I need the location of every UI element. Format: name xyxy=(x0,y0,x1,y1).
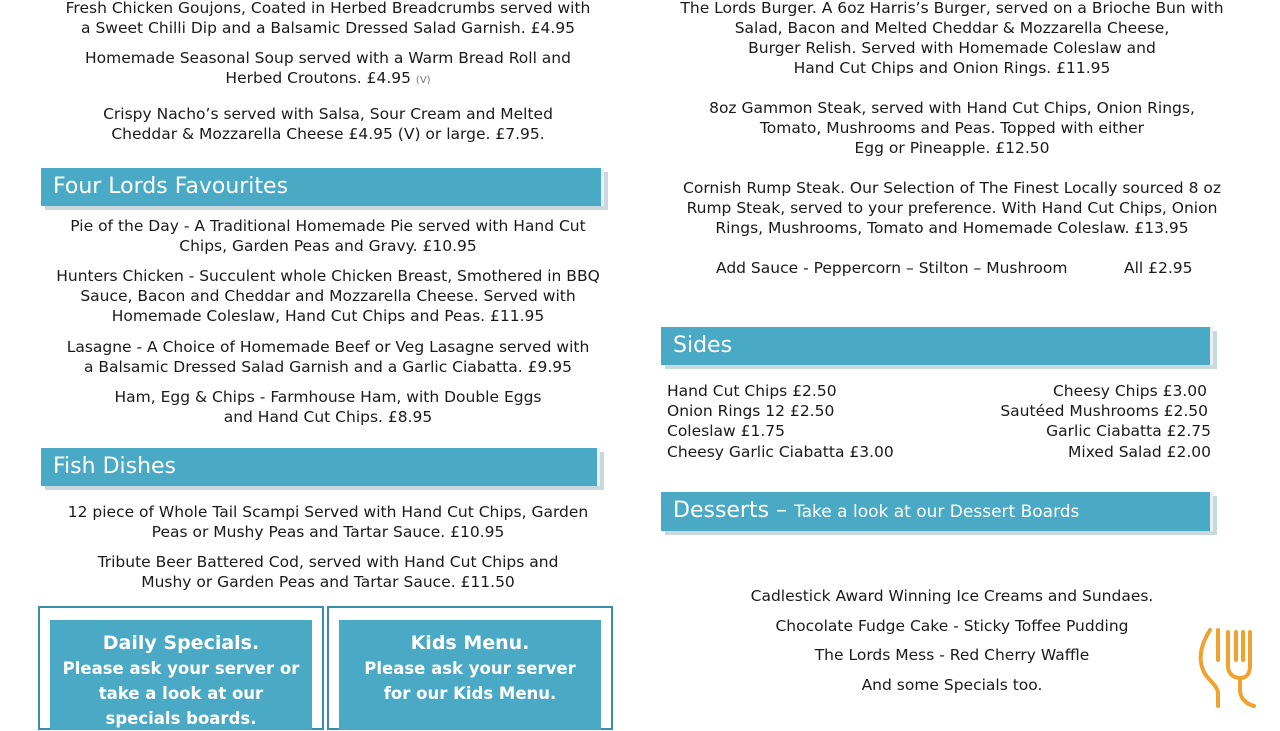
menu-item-line: Hunters Chicken - Succulent whole Chicken Breast, Smothered in BBQ xyxy=(56,267,600,285)
box-line: specials boards. xyxy=(105,709,257,728)
side-item: Cheesy Garlic Ciabatta £3.00 xyxy=(667,443,894,461)
menu-item-line: Fresh Chicken Goujons, Coated in Herbed Breadcrumbs served with xyxy=(65,0,591,17)
menu-item-line: Tomato, Mushrooms and Peas. Topped with either xyxy=(759,119,1145,137)
side-item: Onion Rings 12 £2.50 xyxy=(667,402,835,420)
section-title: Fish Dishes xyxy=(53,454,177,479)
side-item: Cheesy Chips £3.00 xyxy=(1052,382,1207,400)
menu-item-line: Egg or Pineapple. £12.50 xyxy=(854,139,1050,157)
section-banner-desserts xyxy=(661,492,1213,531)
box-line: for our Kids Menu. xyxy=(383,684,557,703)
sauce-price: All £2.95 xyxy=(1124,259,1193,277)
menu-item-line: Homemade Seasonal Soup served with a Warm Bread Roll and xyxy=(85,49,571,67)
kids-menu-panel xyxy=(339,620,601,730)
menu-item-line: 8oz Gammon Steak, served with Hand Cut Chips, Onion Rings, xyxy=(709,99,1195,117)
menu-item-crispy-nachos xyxy=(50,104,606,144)
menu-item-line: Hand Cut Chips and Onion Rings. £11.95 xyxy=(793,59,1111,77)
menu-item-scampi xyxy=(50,502,606,542)
menu-item-line: Cheddar & Mozzarella Cheese £4.95 (V) or large. £7.95. xyxy=(111,125,545,143)
menu-item-line: a Balsamic Dressed Salad Garnish and a Garlic Ciabatta. £9.95 xyxy=(83,358,573,376)
side-item: Coleslaw £1.75 xyxy=(667,422,786,440)
menu-item-line: Homemade Coleslaw, Hand Cut Chips and Peas. £11.95 xyxy=(111,307,545,325)
box-line: take a look at our xyxy=(98,684,264,703)
side-item: Hand Cut Chips £2.50 xyxy=(667,382,837,400)
section-banner-favourites xyxy=(41,168,604,206)
dessert-line: Cadlestick Award Winning Ice Creams and Sundaes. xyxy=(750,587,1154,605)
section-title: Sides xyxy=(673,333,733,358)
menu-item-hunters-chicken xyxy=(40,266,616,326)
menu-item-rump-steak xyxy=(650,178,1254,238)
section-banner-sides xyxy=(661,327,1213,365)
menu-item-pie-of-the-day xyxy=(50,216,606,256)
section-title: Four Lords Favourites xyxy=(53,174,289,199)
menu-item-line: 12 piece of Whole Tail Scampi Served with Hand Cut Chips, Garden xyxy=(67,503,589,521)
sides-row xyxy=(667,442,1211,462)
menu-item-line: Burger Relish. Served with Homemade Coleslaw and xyxy=(748,39,1156,57)
side-item: Sautéed Mushrooms £2.50 xyxy=(1000,402,1208,420)
dessert-line: The Lords Mess - Red Cherry Waffle xyxy=(814,646,1090,664)
sides-row xyxy=(667,401,1211,421)
menu-item-seasonal-soup xyxy=(50,48,606,91)
side-item: Garlic Ciabatta £2.75 xyxy=(1046,422,1211,440)
menu-item-line: Rump Steak, served to your preference. With Hand Cut Chips, Onion xyxy=(686,199,1218,217)
box-line: Please ask your server or xyxy=(62,659,300,678)
menu-item-line: Lasagne - A Choice of Homemade Beef or Veg Lasagne served with xyxy=(66,338,590,356)
menu-item-line: Crispy Nacho’s served with Salsa, Sour Cream and Melted xyxy=(103,105,553,123)
vegetarian-tag: (V) xyxy=(415,75,431,86)
menu-item-line: Sauce, Bacon and Cheddar and Mozzarella Cheese. Served with xyxy=(80,287,576,305)
section-banner-fish xyxy=(41,448,600,486)
menu-item-line: and Hand Cut Chips. £8.95 xyxy=(223,408,433,426)
box-line: Please ask your server xyxy=(364,659,576,678)
dessert-line: Chocolate Fudge Cake - Sticky Toffee Pudding xyxy=(775,617,1129,635)
menu-item-chicken-goujons xyxy=(50,0,606,38)
box-title: Kids Menu. xyxy=(410,632,530,654)
menu-item-battered-cod xyxy=(50,552,606,592)
menu-item-line: Ham, Egg & Chips - Farmhouse Ham, with Double Eggs xyxy=(114,388,542,406)
daily-specials-panel xyxy=(50,620,312,730)
section-subtitle: Take a look at our Dessert Boards xyxy=(794,502,1080,522)
menu-item-line: Mushy or Garden Peas and Tartar Sauce. £11.50 xyxy=(141,573,515,591)
menu-item-line: Pie of the Day - A Traditional Homemade Pie served with Hand Cut xyxy=(70,217,586,235)
sides-row xyxy=(667,421,1211,441)
section-title: Desserts – xyxy=(673,498,788,523)
daily-specials-box xyxy=(38,606,324,730)
kids-menu-box xyxy=(327,606,613,730)
menu-item-line: Herbed Croutons. £4.95 xyxy=(225,69,411,87)
menu-item-line: Rings, Mushrooms, Tomato and Homemade Coleslaw. £13.95 xyxy=(715,219,1189,237)
menu-item-lords-burger xyxy=(660,0,1244,78)
menu-item-line: Chips, Garden Peas and Gravy. £10.95 xyxy=(179,237,477,255)
menu-item-lasagne xyxy=(50,337,606,377)
menu-item-line: Cornish Rump Steak. Our Selection of The Finest Locally sourced 8 oz xyxy=(683,179,1221,197)
dessert-line: And some Specials too. xyxy=(861,676,1043,694)
menu-item-ham-egg-chips xyxy=(50,387,606,427)
menu-item-gammon-steak xyxy=(660,98,1244,158)
side-item: Mixed Salad £2.00 xyxy=(1068,443,1211,461)
menu-item-line: Peas or Mushy Peas and Tartar Sauce. £10.95 xyxy=(151,523,505,541)
menu-item-line: Salad, Bacon and Melted Cheddar & Mozzarella Cheese, xyxy=(734,19,1170,37)
menu-item-line: a Sweet Chilli Dip and a Balsamic Dressed Salad Garnish. £4.95 xyxy=(81,19,575,37)
menu-item-line: Tribute Beer Battered Cod, served with Hand Cut Chips and xyxy=(97,553,559,571)
menu-item-line: The Lords Burger. A 6oz Harris’s Burger, served on a Brioche Bun with xyxy=(680,0,1224,17)
sides-row xyxy=(667,381,1211,401)
box-title: Daily Specials. xyxy=(102,632,260,654)
fork-logo-icon xyxy=(1192,626,1262,710)
sauce-options: Add Sauce - Peppercorn – Stilton – Mushroom xyxy=(716,259,1068,277)
add-sauce-line xyxy=(716,258,1193,278)
